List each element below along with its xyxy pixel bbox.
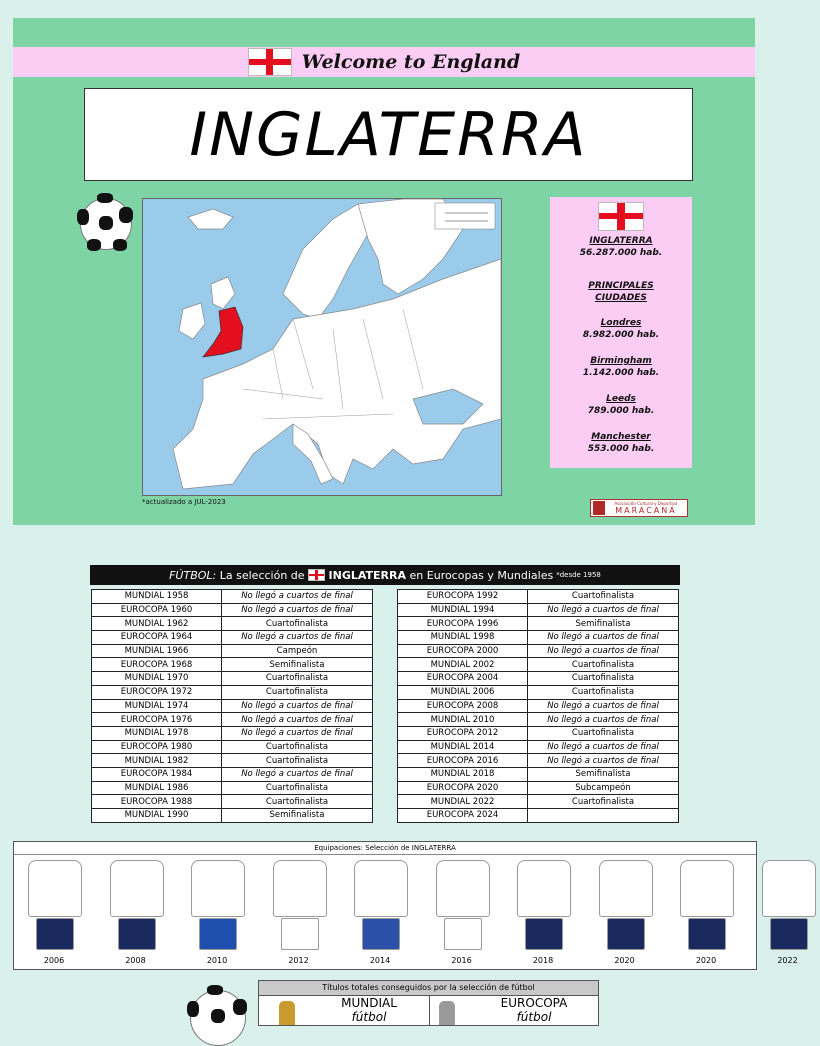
kit-shorts-icon [444, 918, 482, 950]
kit-year: 2012 [288, 956, 309, 965]
kit-item [267, 860, 331, 966]
maracana-logo-icon [593, 501, 605, 515]
edition-cell: MUNDIAL 2002 [398, 658, 528, 672]
city-name: Manchester [591, 432, 651, 442]
kit-shirt-icon [517, 860, 571, 917]
kit-shorts-icon [362, 918, 400, 950]
edition-cell: MUNDIAL 1990 [92, 809, 222, 823]
result-cell: No llegó a cuartos de final [222, 603, 373, 617]
result-row [92, 754, 373, 768]
country-info-box [550, 197, 692, 468]
kit-shirt-icon [762, 860, 816, 917]
kit-item [22, 860, 86, 966]
result-cell: Campeón [222, 644, 373, 658]
europe-map-image [143, 199, 501, 495]
football-icon [190, 990, 246, 1046]
page-title: INGLATERRA [189, 99, 588, 170]
kit-shirt-icon [436, 860, 490, 917]
kit-year: 2006 [43, 956, 65, 965]
city-population: 8.982.000 hab. [582, 330, 660, 340]
kit-shorts-icon [688, 918, 726, 950]
edition-cell: MUNDIAL 2014 [398, 740, 528, 754]
mundial-title-cell [309, 996, 429, 1026]
kit-year: 2020 [695, 956, 717, 965]
edition-cell: MUNDIAL 1974 [92, 699, 222, 713]
edition-cell: EUROCOPA 1992 [398, 590, 528, 604]
kit-year: 2018 [532, 956, 554, 965]
kit-item [348, 860, 412, 966]
result-cell: No llegó a cuartos de final [528, 644, 679, 658]
result-row [398, 795, 679, 809]
results-table-left [91, 589, 373, 823]
result-row [92, 631, 373, 645]
kits-panel [13, 841, 798, 970]
kit-shirt-icon [599, 860, 653, 917]
results-header [90, 565, 680, 585]
result-row [92, 713, 373, 727]
kit-shirt-icon [191, 860, 245, 917]
city-population: 553.000 hab. [587, 444, 655, 454]
result-row [398, 617, 679, 631]
page-title-box [84, 88, 693, 181]
result-cell: Cuartofinalista [222, 685, 373, 699]
kit-year: 2008 [125, 956, 146, 965]
edition-cell: MUNDIAL 1978 [92, 726, 222, 740]
edition-cell: EUROCOPA 1976 [92, 713, 222, 727]
result-cell: Cuartofinalista [222, 740, 373, 754]
kit-shorts-icon [607, 918, 645, 950]
kits-title: Equipaciones: Selección de INGLATERRA [314, 844, 456, 852]
result-row [398, 767, 679, 781]
edition-cell: EUROCOPA 2012 [398, 726, 528, 740]
result-row [398, 754, 679, 768]
result-row [398, 809, 679, 823]
result-row [398, 658, 679, 672]
eurocopa-title-cell [474, 996, 594, 1026]
titles-heading: Títulos totales conseguidos por la selección de fútbol [259, 981, 598, 996]
edition-cell: EUROCOPA 1968 [92, 658, 222, 672]
edition-cell: EUROCOPA 1988 [92, 795, 222, 809]
titles-panel [258, 980, 599, 1026]
city-population: 1.142.000 hab. [582, 368, 660, 378]
result-row [92, 617, 373, 631]
kit-shirt-icon [28, 860, 82, 917]
kit-shirt-icon [680, 860, 734, 917]
kit-shorts-icon [281, 918, 319, 950]
edition-cell: MUNDIAL 1966 [92, 644, 222, 658]
england-flag-icon [308, 569, 325, 581]
eurocopa-sub: fútbol [516, 1010, 552, 1024]
result-cell: No llegó a cuartos de final [528, 713, 679, 727]
kit-item [674, 860, 738, 966]
result-cell: Cuartofinalista [222, 754, 373, 768]
edition-cell: MUNDIAL 1998 [398, 631, 528, 645]
kit-year: 2016 [451, 956, 472, 965]
edition-cell: MUNDIAL 2010 [398, 713, 528, 727]
kit-shorts-icon [36, 918, 74, 950]
result-row [398, 740, 679, 754]
result-cell: Semifinalista [222, 658, 373, 672]
europe-map [142, 198, 502, 496]
kit-item [430, 860, 494, 966]
country-population: 56.287.000 hab. [579, 248, 663, 258]
england-flag-icon [248, 48, 292, 76]
edition-cell: EUROCOPA 1980 [92, 740, 222, 754]
kit-shirt-icon [354, 860, 408, 917]
result-row [398, 644, 679, 658]
kit-shirt-icon [110, 860, 164, 917]
results-header-end: en Eurocopas y Mundiales [409, 568, 554, 582]
edition-cell: EUROCOPA 2020 [398, 781, 528, 795]
kit-shirt-icon [273, 860, 327, 917]
result-row [92, 658, 373, 672]
edition-cell: EUROCOPA 1996 [398, 617, 528, 631]
result-cell: Cuartofinalista [528, 590, 679, 604]
kit-item [104, 860, 168, 966]
kit-shorts-icon [118, 918, 156, 950]
results-table-right [397, 589, 679, 823]
kit-year: 2022 [777, 956, 798, 965]
result-cell: No llegó a cuartos de final [528, 603, 679, 617]
result-row [398, 631, 679, 645]
result-cell: Semifinalista [528, 767, 679, 781]
city-name: Birmingham [590, 356, 652, 366]
result-cell: Cuartofinalista [222, 617, 373, 631]
result-row [92, 781, 373, 795]
result-cell: No llegó a cuartos de final [222, 726, 373, 740]
welcome-text: Welcome to England [301, 51, 521, 73]
result-cell: No llegó a cuartos de final [528, 754, 679, 768]
result-cell: Cuartofinalista [222, 795, 373, 809]
edition-cell: EUROCOPA 1964 [92, 631, 222, 645]
mundial-sub: fútbol [351, 1010, 387, 1024]
edition-cell: EUROCOPA 2016 [398, 754, 528, 768]
result-row [92, 795, 373, 809]
cities-heading: PRINCIPALES CIUDADES [588, 281, 654, 303]
edition-cell: MUNDIAL 2022 [398, 795, 528, 809]
edition-cell: MUNDIAL 1958 [92, 590, 222, 604]
result-cell: No llegó a cuartos de final [222, 590, 373, 604]
city-name: Leeds [606, 394, 636, 404]
result-row [398, 699, 679, 713]
edition-cell: MUNDIAL 1986 [92, 781, 222, 795]
logo-line2: MARACANÁ [615, 506, 677, 515]
result-row [92, 672, 373, 686]
result-cell: No llegó a cuartos de final [222, 767, 373, 781]
kit-item [185, 860, 249, 966]
maracana-logo [590, 499, 688, 517]
edition-cell: MUNDIAL 2018 [398, 767, 528, 781]
result-cell: Semifinalista [222, 809, 373, 823]
edition-cell: EUROCOPA 2000 [398, 644, 528, 658]
edition-cell: EUROCOPA 2024 [398, 809, 528, 823]
result-cell: Semifinalista [528, 617, 679, 631]
logo-line1: Asociación Cultural y Deportiva [614, 501, 678, 506]
kit-year: 2014 [369, 956, 391, 965]
result-row [398, 685, 679, 699]
result-row [92, 699, 373, 713]
edition-cell: MUNDIAL 2006 [398, 685, 528, 699]
result-cell: Cuartofinalista [222, 672, 373, 686]
city-population: 789.000 hab. [587, 406, 655, 416]
edition-cell: MUNDIAL 1982 [92, 754, 222, 768]
edition-cell: EUROCOPA 2008 [398, 699, 528, 713]
kit-shorts-icon [199, 918, 237, 950]
kit-shorts-icon [770, 918, 808, 950]
results-header-country: INGLATERRA [328, 568, 407, 582]
result-row [92, 685, 373, 699]
results-header-mid: La selección de [219, 568, 305, 582]
euro-trophy-icon [439, 1001, 455, 1025]
edition-cell: EUROCOPA 1984 [92, 767, 222, 781]
result-row [398, 603, 679, 617]
result-cell: No llegó a cuartos de final [222, 631, 373, 645]
results-header-sport: FÚTBOL: [169, 568, 217, 582]
kit-item [756, 860, 820, 966]
result-row [92, 603, 373, 617]
result-cell: No llegó a cuartos de final [528, 740, 679, 754]
world-cup-trophy-icon [279, 1001, 295, 1025]
mundial-label: MUNDIAL [341, 996, 397, 1010]
welcome-bar [13, 47, 755, 77]
result-row [398, 781, 679, 795]
result-cell: No llegó a cuartos de final [528, 631, 679, 645]
result-row [398, 590, 679, 604]
result-cell [528, 809, 679, 823]
result-row [92, 767, 373, 781]
edition-cell: EUROCOPA 2004 [398, 672, 528, 686]
result-cell: No llegó a cuartos de final [222, 713, 373, 727]
result-row [92, 740, 373, 754]
result-cell: Cuartofinalista [528, 672, 679, 686]
result-row [398, 726, 679, 740]
result-row [398, 672, 679, 686]
eurocopa-label: EUROCOPA [500, 996, 568, 1010]
kit-year: 2020 [614, 956, 635, 965]
city-name: Londres [600, 318, 642, 328]
kit-item [511, 860, 575, 966]
kit-shorts-icon [525, 918, 563, 950]
result-cell: No llegó a cuartos de final [528, 699, 679, 713]
kit-year: 2010 [206, 956, 228, 965]
result-cell: No llegó a cuartos de final [222, 699, 373, 713]
england-flag-icon [598, 202, 644, 231]
result-cell: Cuartofinalista [528, 726, 679, 740]
football-icon [80, 198, 132, 250]
edition-cell: MUNDIAL 1970 [92, 672, 222, 686]
result-row [398, 713, 679, 727]
england-panel [13, 18, 755, 525]
result-cell: Cuartofinalista [528, 685, 679, 699]
result-cell: Subcampeón [528, 781, 679, 795]
result-cell: Cuartofinalista [528, 795, 679, 809]
edition-cell: EUROCOPA 1960 [92, 603, 222, 617]
result-cell: Cuartofinalista [222, 781, 373, 795]
country-name: INGLATERRA [589, 236, 653, 246]
update-note: *actualizado a JUL-2023 [142, 498, 226, 506]
result-cell: Cuartofinalista [528, 658, 679, 672]
edition-cell: MUNDIAL 1962 [92, 617, 222, 631]
edition-cell: MUNDIAL 1994 [398, 603, 528, 617]
result-row [92, 809, 373, 823]
results-header-note: *desde 1958 [556, 571, 601, 579]
kit-item [593, 860, 657, 966]
result-row [92, 590, 373, 604]
result-row [92, 644, 373, 658]
result-row [92, 726, 373, 740]
edition-cell: EUROCOPA 1972 [92, 685, 222, 699]
